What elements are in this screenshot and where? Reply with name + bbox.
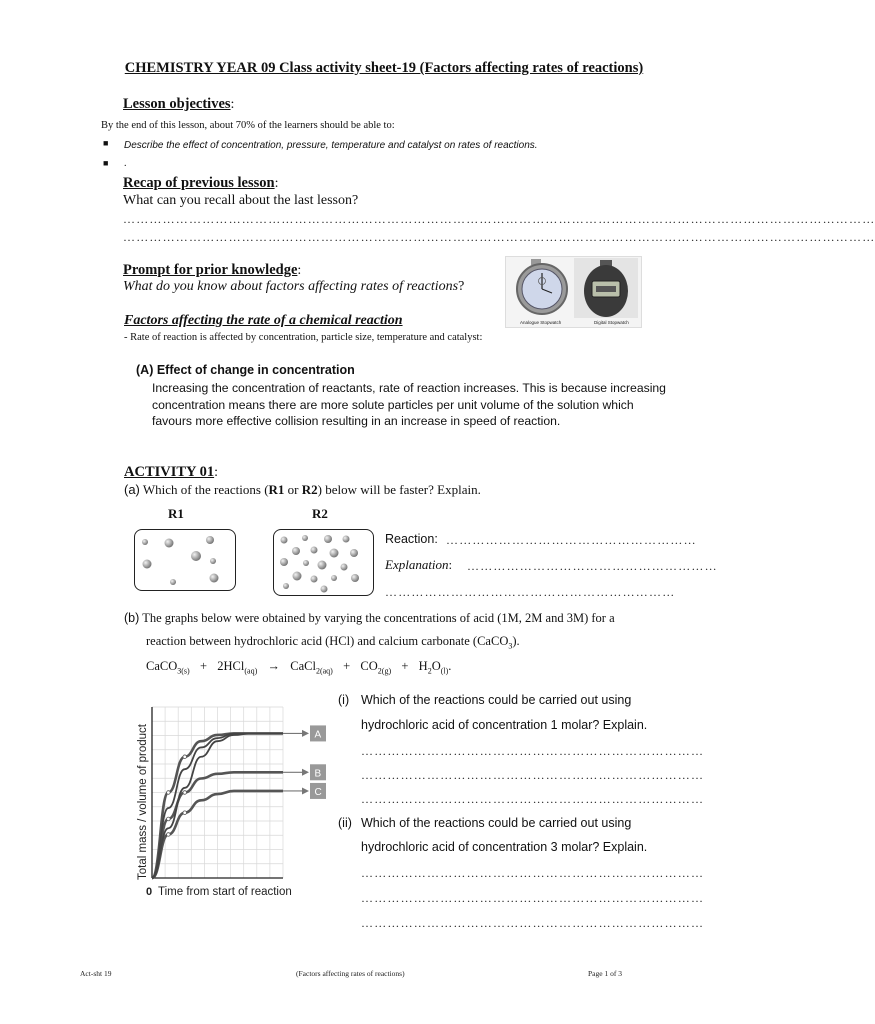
prompt-question: What do you know about factors affecting rates of reactions [123, 279, 459, 294]
question-a-text-2: ) below will be faster? Explain. [317, 482, 481, 497]
question-b-text-2: reaction between hydrochloric acid (HCl) and calcium carbonate (CaCO [146, 634, 509, 648]
question-i-prefix: (i) [338, 693, 350, 707]
data-point-C [167, 833, 171, 837]
prompt-colon: : [297, 263, 302, 278]
page-title: CHEMISTRY YEAR 09 Class activity sheet-19 (Factors affecting rates of reactions) [124, 60, 644, 76]
question-b-prefix: (b) [124, 611, 140, 625]
question-a-r1: R1 [268, 482, 285, 497]
analogue-caption: Analogue Stopwatch [520, 320, 562, 325]
objective-bullet-2: . [124, 158, 127, 169]
eq-caco3: CaCO [146, 659, 178, 673]
eq-o: O [431, 659, 441, 673]
r2-particle-box [273, 529, 374, 596]
eq-arrow: → [267, 659, 280, 673]
series-label-C: C [314, 786, 322, 798]
series-label-A: A [314, 729, 322, 741]
eq-caco3-sub: 3(s) [177, 666, 190, 676]
question-i-line-1: Which of the reactions could be carried out using [361, 693, 632, 707]
question-b-text-1: The graphs below were obtained by varying the concentrations of acid (1M, 2M and 3M) for a [142, 611, 615, 625]
question-a-or: or [284, 482, 302, 497]
recap-heading-row [123, 175, 278, 192]
question-a-text-1: Which of the reactions ( [142, 482, 269, 497]
chart-series-labels [283, 725, 326, 799]
question-a-r2: R2 [301, 482, 318, 497]
eq-plus: + [199, 659, 208, 673]
activity-heading: ACTIVITY 01 [124, 464, 215, 480]
data-point-B [183, 791, 187, 795]
question-b-sub-3: 3 [508, 641, 513, 651]
question-ii-answer-3[interactable]: …………………………………………………………………… [361, 916, 705, 930]
eq-hcl-sub: (aq) [244, 666, 258, 676]
footer-page-number: Page 1 of 3 [588, 969, 622, 978]
eq-h2-sub: 2 [427, 666, 432, 676]
explanation-colon: : [448, 557, 453, 572]
bullet-icon: ■ [103, 158, 109, 168]
chart-origin-label: 0 [146, 886, 153, 898]
stopwatch-illustration [506, 257, 641, 327]
eq-co2-sub: 2(g) [377, 666, 392, 676]
question-ii-prefix: (ii) [338, 816, 352, 830]
r1-particle-box [134, 529, 236, 591]
bullet-icon: ■ [103, 138, 109, 148]
objectives-colon: : [230, 97, 235, 112]
reaction-colon: : [434, 532, 438, 546]
explanation-label: Explanation [385, 557, 449, 572]
stopwatch-images [505, 256, 642, 328]
reaction-answer-line[interactable]: ………………………………………………… [446, 533, 697, 547]
data-point-A [167, 791, 171, 795]
eq-h2o-sub: (l) [440, 666, 449, 676]
label-arrow-A [302, 730, 309, 737]
data-point-C [183, 811, 187, 815]
prompt-heading-row [123, 262, 301, 279]
explanation-row [385, 557, 452, 573]
recap-answer-line-1[interactable]: ……………………………………………………………………………………………………………………………………………………… [123, 212, 875, 226]
eq-cacl2: CaCl [290, 659, 316, 673]
objectives-heading: Lesson objectives [123, 96, 231, 112]
factors-heading: Factors affecting the rate of a chemical reaction [124, 313, 403, 328]
rate-graph [130, 695, 340, 900]
label-arrow-B [302, 769, 309, 776]
objective-bullet-1: Describe the effect of concentration, pressure, temperature and catalyst on rates of reactions. [124, 140, 538, 151]
eq-plus: + [343, 659, 351, 673]
objectives-intro: By the end of this lesson, about 70% of the learners should be able to: [101, 120, 395, 131]
eq-dot: . [448, 659, 452, 673]
question-a-prefix: (a) [124, 482, 140, 497]
label-arrow-C [302, 787, 309, 794]
footer-left: Act-sht 19 [80, 969, 112, 978]
eq-co2: CO [360, 659, 378, 673]
activity-colon: : [214, 465, 218, 480]
rate-graph-svg [130, 695, 340, 900]
digital-caption: Digital Stopwatch [594, 320, 629, 325]
eq-plus: + [401, 659, 409, 673]
question-b-line-1 [124, 611, 615, 626]
chemical-equation [146, 659, 451, 676]
data-point-A [183, 755, 187, 759]
label-r1: R1 [168, 506, 184, 521]
data-point-B [167, 817, 171, 821]
objectives-heading-row [123, 96, 234, 113]
question-b-text-2-end: ). [512, 634, 520, 648]
chart-x-label: Time from start of reaction [158, 886, 292, 898]
eq-cacl2-sub: 2(aq) [315, 666, 333, 676]
question-b-line-2 [146, 634, 520, 651]
eq-h: H [418, 659, 428, 673]
eq-hcl: 2HCl [217, 659, 245, 673]
r2-particles [274, 530, 373, 595]
recap-answer-line-2[interactable]: ……………………………………………………………………………………………………………………………………………………… [123, 230, 875, 244]
question-ii-line-2: hydrochloric acid of concentration 3 molar? Explain. [361, 840, 648, 854]
recap-question: What can you recall about the last lesson? [123, 193, 359, 208]
recap-colon: : [274, 176, 279, 191]
section-a-paragraph: Increasing the concentration of reactants, rate of reaction increases. This is because increasing concentration means there are more solute particles per unit volume of the solution which favours more effective collision resulting in an increase in speed of reaction. [152, 381, 666, 428]
recap-heading: Recap of previous lesson [123, 175, 275, 191]
question-a-row [124, 482, 481, 498]
question-i-line-2: hydrochloric acid of concentration 1 molar? Explain. [361, 718, 648, 732]
prompt-question-mark: ? [458, 279, 465, 294]
reaction-answer-row [385, 532, 438, 546]
question-ii-answer-1[interactable]: …………………………………………………………………… [361, 866, 705, 880]
label-r2: R2 [312, 506, 328, 521]
footer-center: (Factors affecting rates of reactions) [296, 969, 405, 978]
question-ii-answer-2[interactable]: …………………………………………………………………… [361, 891, 705, 905]
activity-heading-row [124, 464, 218, 481]
question-ii-line-1: Which of the reactions could be carried out using [361, 816, 632, 830]
r1-particles [135, 530, 235, 590]
explanation-answer-line-2[interactable]: ………………………………………………………… [385, 585, 676, 599]
section-a-heading: (A) Effect of change in concentration [136, 363, 355, 377]
chart-y-label: Total mass / volume of product [137, 724, 149, 880]
explanation-answer-line-1[interactable]: ………………………………………………… [467, 559, 718, 573]
reaction-label: Reaction [385, 532, 435, 546]
series-label-B: B [314, 768, 322, 780]
question-i-answer-1[interactable]: …………………………………………………………………… [361, 744, 705, 758]
question-i-answer-3[interactable]: …………………………………………………………………… [361, 792, 705, 806]
factors-intro: - Rate of reaction is affected by concentration, particle size, temperature and catalyst: [124, 332, 483, 343]
question-i-answer-2[interactable]: …………………………………………………………………… [361, 768, 705, 782]
prompt-question-row [123, 279, 464, 295]
prompt-heading: Prompt for prior knowledge [123, 262, 298, 278]
